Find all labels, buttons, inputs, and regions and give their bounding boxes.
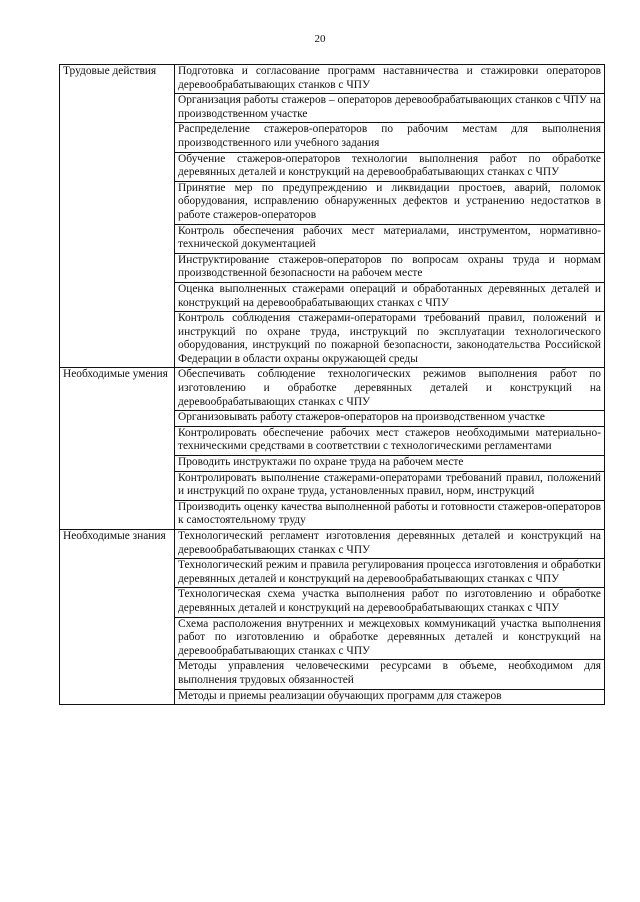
table-cell: Контролировать обеспечение рабочих мест стажеров необходимыми материально-техническими средствами в соответствии с технологическими регламентами <box>175 426 605 455</box>
table-cell: Технологический режим и правила регулирования процесса изготовления и обработки деревянных деталей и конструкций на деревообрабатывающих станках с ЧПУ <box>175 559 605 588</box>
section-label-labor-actions: Трудовые действия <box>60 65 175 368</box>
table-cell: Методы и приемы реализации обучающих программ для стажеров <box>175 689 605 705</box>
table-cell: Контроль соблюдения стажерами-операторами требований правил, положений и инструкций по охране труда, инструкций по эксплуатации технологического оборудования, инструкций по пожарной безопасности, законодательства Российской Федерации в области охраны окружающей среды <box>175 312 605 368</box>
table-row <box>60 368 605 411</box>
page-number: 20 <box>314 33 326 45</box>
table-cell: Оценка выполненных стажерами операций и обработанных деревянных деталей и конструкций на деревообрабатывающих станках с ЧПУ <box>175 282 605 311</box>
table-cell: Инструктирование стажеров-операторов по вопросам охраны труда и нормам производственной безопасности на рабочем месте <box>175 253 605 282</box>
table-cell: Принятие мер по предупреждению и ликвидации простоев, аварий, поломок оборудования, исправлению обнаруженных дефектов и устранению недостатков в работе стажеров-операторов <box>175 181 605 224</box>
table-row <box>60 530 605 559</box>
table-cell: Контролировать выполнение стажерами-операторами требований правил, положений и инструкций по охране труда, установленных правил, норм, инструкций <box>175 471 605 500</box>
table-cell: Организация работы стажеров – операторов деревообрабатывающих станков с ЧПУ на производственном участке <box>175 94 605 123</box>
table-row <box>60 65 605 94</box>
table-cell: Проводить инструктажи по охране труда на рабочем месте <box>175 456 605 472</box>
table-cell: Организовывать работу стажеров-операторов на производственном участке <box>175 411 605 427</box>
table-cell: Обеспечивать соблюдение технологических режимов выполнения работ по изготовлению и обработке деревянных деталей и конструкций на деревообрабатывающих станках с ЧПУ <box>175 368 605 411</box>
competency-table <box>59 64 605 705</box>
table-cell: Подготовка и согласование программ наставничества и стажировки операторов деревообрабатывающих станков с ЧПУ <box>175 65 605 94</box>
section-label-required-knowledge: Необходимые знания <box>60 530 175 705</box>
section-label-required-skills: Необходимые умения <box>60 368 175 530</box>
table-body <box>60 65 605 705</box>
table-cell: Производить оценку качества выполненной работы и готовности стажеров-операторов к самостоятельному труду <box>175 500 605 529</box>
table-cell: Схема расположения внутренних и межцеховых коммуникаций участка выполнения работ по изготовлению и обработке деревянных деталей и конструкций на деревообрабатывающих станках с ЧПУ <box>175 617 605 660</box>
table-cell: Технологический регламент изготовления деревянных деталей и конструкций на деревообрабатывающих станках с ЧПУ <box>175 530 605 559</box>
table-cell: Контроль обеспечения рабочих мест материалами, инструментом, нормативно-технической документацией <box>175 224 605 253</box>
table-cell: Распределение стажеров-операторов по рабочим местам для выполнения производственного или учебного задания <box>175 123 605 152</box>
table-cell: Методы управления человеческими ресурсами в объеме, необходимом для выполнения трудовых обязанностей <box>175 660 605 689</box>
table-cell: Технологическая схема участка выполнения работ по изготовлению и обработке деревянных деталей и конструкций на деревообрабатывающих станках с ЧПУ <box>175 588 605 617</box>
table-cell: Обучение стажеров-операторов технологии выполнения работ по обработке деревянных деталей и конструкций на деревообрабатывающих станках с ЧПУ <box>175 152 605 181</box>
